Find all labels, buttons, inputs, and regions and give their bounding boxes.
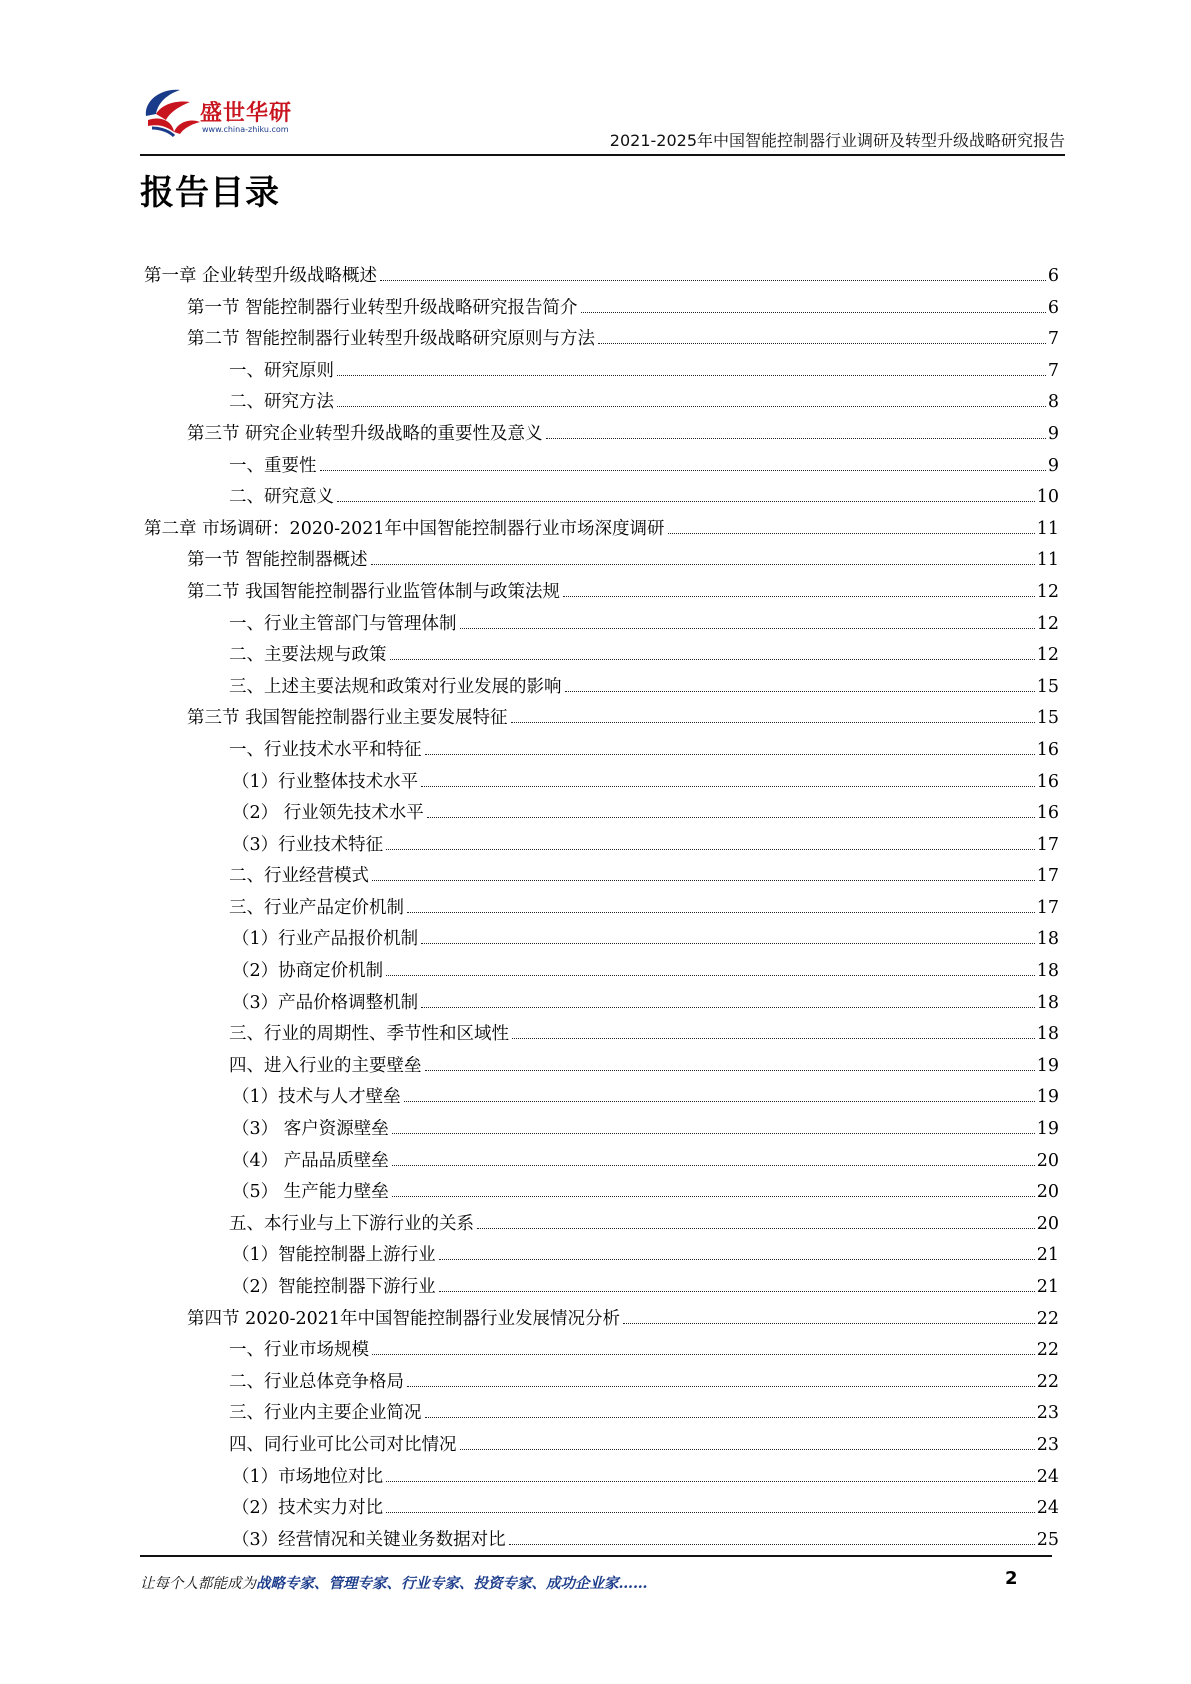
toc-entry-page: 19 bbox=[1036, 1087, 1059, 1108]
toc-entry-label: （2） 行业领先技术水平 bbox=[232, 803, 424, 824]
toc-entry[interactable] bbox=[144, 641, 1059, 673]
toc-entry[interactable] bbox=[144, 1083, 1059, 1115]
toc-entry-label: 第二章 市场调研：2020-2021年中国智能控制器行业市场深度调研 bbox=[144, 518, 665, 539]
toc-entry-label: （3）行业技术特征 bbox=[232, 834, 384, 855]
toc-leader-dots bbox=[439, 1259, 1035, 1260]
toc-entry[interactable] bbox=[144, 989, 1059, 1021]
toc-entry[interactable] bbox=[144, 420, 1059, 452]
toc-entry[interactable] bbox=[144, 1147, 1059, 1179]
toc-entry[interactable] bbox=[144, 483, 1059, 515]
toc-entry-page: 16 bbox=[1036, 739, 1059, 760]
toc-entry-label: 二、行业总体竞争格局 bbox=[229, 1371, 404, 1392]
toc-entry[interactable] bbox=[144, 673, 1059, 705]
toc-entry-label: （2）智能控制器下游行业 bbox=[232, 1277, 436, 1297]
toc-entry[interactable] bbox=[144, 799, 1059, 831]
toc-entry[interactable] bbox=[144, 1526, 1059, 1558]
toc-entry-label: （3）经营情况和关键业务数据对比 bbox=[232, 1529, 506, 1550]
toc-entry-label: （1）技术与人才壁垒 bbox=[232, 1087, 401, 1108]
toc-entry[interactable] bbox=[144, 1273, 1059, 1305]
toc-entry[interactable] bbox=[144, 1431, 1059, 1463]
toc-leader-dots bbox=[337, 375, 1046, 376]
toc-leader-dots bbox=[372, 1354, 1035, 1355]
toc-entry-label: （1）智能控制器上游行业 bbox=[232, 1245, 436, 1266]
toc-entry-label: 一、行业技术水平和特征 bbox=[229, 739, 422, 760]
toc-leader-dots bbox=[425, 754, 1035, 755]
toc-leader-dots bbox=[407, 912, 1035, 913]
toc-entry-label: 第一节 智能控制器行业转型升级战略研究报告简介 bbox=[187, 297, 578, 318]
toc-leader-dots bbox=[386, 975, 1035, 976]
toc-entry-page: 17 bbox=[1036, 834, 1059, 855]
toc-entry-page: 15 bbox=[1036, 676, 1059, 697]
toc-entry[interactable] bbox=[144, 294, 1059, 326]
toc-entry[interactable] bbox=[144, 831, 1059, 863]
toc-entry-label: 第二节 智能控制器行业转型升级战略研究原则与方法 bbox=[187, 329, 596, 350]
toc-leader-dots bbox=[439, 1291, 1035, 1292]
toc-entry[interactable] bbox=[144, 578, 1059, 610]
footer-slogan-prefix: 让每个人都能成为 bbox=[140, 1576, 256, 1592]
toc-entry[interactable] bbox=[144, 388, 1059, 420]
toc-entry-label: 三、上述主要法规和政策对行业发展的影响 bbox=[229, 676, 562, 697]
toc-leader-dots bbox=[511, 722, 1035, 723]
toc-entry-page: 21 bbox=[1036, 1277, 1059, 1297]
toc-entry-label: 第一章 企业转型升级战略概述 bbox=[144, 266, 378, 286]
toc-entry-page: 18 bbox=[1036, 961, 1059, 982]
toc-entry[interactable] bbox=[144, 1178, 1059, 1210]
toc-entry-page: 24 bbox=[1036, 1498, 1059, 1519]
toc-entry-page: 17 bbox=[1036, 866, 1059, 887]
toc-entry-page: 11 bbox=[1036, 550, 1059, 571]
toc-entry-label: 二、行业经营模式 bbox=[229, 866, 369, 887]
toc-entry[interactable] bbox=[144, 1241, 1059, 1273]
toc-leader-dots bbox=[512, 1038, 1035, 1039]
toc-entry[interactable] bbox=[144, 736, 1059, 768]
toc-entry-page: 22 bbox=[1036, 1371, 1059, 1392]
toc-leader-dots bbox=[421, 943, 1035, 944]
toc-entry-label: 五、本行业与上下游行业的关系 bbox=[229, 1213, 474, 1234]
toc-entry-page: 19 bbox=[1036, 1055, 1059, 1076]
toc-leader-dots bbox=[425, 1070, 1035, 1071]
footer-divider bbox=[140, 1555, 1052, 1557]
logo-url: www.china-zhiku.com bbox=[202, 125, 289, 134]
toc-entry-page: 16 bbox=[1036, 771, 1059, 792]
toc-leader-dots bbox=[477, 1228, 1035, 1229]
toc-leader-dots bbox=[421, 1007, 1035, 1008]
toc-leader-dots bbox=[337, 501, 1035, 502]
footer-slogan bbox=[140, 1572, 648, 1593]
toc-leader-dots bbox=[386, 1481, 1035, 1482]
toc-entry-label: （1）行业产品报价机制 bbox=[232, 929, 419, 950]
toc-leader-dots bbox=[427, 817, 1035, 818]
toc-entry-page: 21 bbox=[1036, 1245, 1059, 1266]
toc-entry[interactable] bbox=[144, 957, 1059, 989]
toc-leader-dots bbox=[581, 312, 1046, 313]
toc-leader-dots bbox=[546, 438, 1046, 439]
toc-entry-page: 9 bbox=[1047, 423, 1059, 444]
report-title: 2021-2025年中国智能控制器行业调研及转型升级战略研究报告 bbox=[609, 131, 1065, 150]
toc-entry-page: 22 bbox=[1036, 1340, 1059, 1361]
toc-entry-label: 三、行业的周期性、季节性和区域性 bbox=[229, 1024, 509, 1045]
toc-leader-dots bbox=[404, 1101, 1035, 1102]
toc-entry-label: 一、行业市场规模 bbox=[229, 1340, 369, 1361]
toc-leader-dots bbox=[320, 470, 1046, 471]
toc-entry-label: 二、研究方法 bbox=[229, 392, 334, 413]
toc-entry-page: 18 bbox=[1036, 929, 1059, 950]
toc-entry[interactable] bbox=[144, 1368, 1059, 1400]
toc-entry-page: 10 bbox=[1036, 487, 1059, 508]
page-number: 2 bbox=[1005, 1568, 1018, 1589]
toc-entry-label: 一、研究原则 bbox=[229, 360, 334, 381]
toc-leader-dots bbox=[565, 691, 1035, 692]
toc-leader-dots bbox=[425, 1417, 1035, 1418]
toc-entry-label: 一、重要性 bbox=[229, 455, 317, 476]
toc-entry-label: （2）技术实力对比 bbox=[232, 1498, 384, 1519]
toc-entry-page: 23 bbox=[1036, 1403, 1059, 1424]
toc-entry-label: 四、进入行业的主要壁垒 bbox=[229, 1055, 422, 1076]
toc-entry-label: 二、研究意义 bbox=[229, 487, 334, 508]
toc-entry-page: 24 bbox=[1036, 1466, 1059, 1487]
toc-leader-dots bbox=[372, 880, 1035, 881]
toc-entry-page: 19 bbox=[1036, 1119, 1059, 1140]
toc-entry-page: 12 bbox=[1036, 645, 1059, 666]
toc-leader-dots bbox=[392, 1196, 1035, 1197]
toc-entry-page: 18 bbox=[1036, 1024, 1059, 1045]
page-title: 报告目录 bbox=[140, 173, 280, 213]
toc-leader-dots bbox=[380, 280, 1046, 281]
toc-entry[interactable] bbox=[144, 1494, 1059, 1526]
toc-entry-page: 6 bbox=[1047, 266, 1059, 286]
toc-entry-label: 二、主要法规与政策 bbox=[229, 645, 387, 666]
toc-entry[interactable] bbox=[144, 262, 1059, 294]
toc-entry-label: 第一节 智能控制器概述 bbox=[187, 550, 368, 571]
page-header bbox=[140, 78, 1065, 158]
toc-leader-dots bbox=[563, 596, 1035, 597]
toc-entry[interactable] bbox=[144, 1305, 1059, 1337]
toc-entry-label: （5） 生产能力壁垒 bbox=[232, 1182, 389, 1203]
toc-leader-dots bbox=[386, 1512, 1035, 1513]
toc-leader-dots bbox=[460, 628, 1035, 629]
footer-slogan-emphasis: 战略专家、管理专家、行业专家、投资专家、成功企业家…… bbox=[256, 1575, 648, 1592]
header-divider bbox=[140, 154, 1065, 156]
toc-entry-page: 20 bbox=[1036, 1150, 1059, 1171]
toc-entry[interactable] bbox=[144, 452, 1059, 484]
toc-entry[interactable] bbox=[144, 1115, 1059, 1147]
toc-leader-dots bbox=[386, 849, 1035, 850]
toc-entry-page: 7 bbox=[1047, 329, 1059, 350]
toc-entry-label: 三、行业产品定价机制 bbox=[229, 897, 404, 918]
toc-entry[interactable] bbox=[144, 1463, 1059, 1495]
toc-entry[interactable] bbox=[144, 610, 1059, 642]
toc-entry-page: 8 bbox=[1047, 392, 1059, 413]
toc-entry-label: （1）行业整体技术水平 bbox=[232, 771, 419, 792]
toc-entry-label: （2）协商定价机制 bbox=[232, 961, 384, 982]
toc-entry[interactable] bbox=[144, 1399, 1059, 1431]
toc-entry[interactable] bbox=[144, 546, 1059, 578]
toc-leader-dots bbox=[392, 1133, 1035, 1134]
toc-entry[interactable] bbox=[144, 1210, 1059, 1242]
toc-leader-dots bbox=[598, 343, 1046, 344]
toc-entry-page: 25 bbox=[1036, 1529, 1059, 1550]
toc-leader-dots bbox=[668, 533, 1035, 534]
toc-entry-label: （3）产品价格调整机制 bbox=[232, 992, 419, 1013]
toc-leader-dots bbox=[460, 1449, 1035, 1450]
company-logo bbox=[140, 78, 310, 148]
toc-entry-label: （4） 产品品质壁垒 bbox=[232, 1150, 389, 1171]
toc-leader-dots bbox=[392, 1165, 1035, 1166]
toc-entry[interactable] bbox=[144, 1052, 1059, 1084]
toc-leader-dots bbox=[337, 406, 1046, 407]
toc-entry[interactable] bbox=[144, 862, 1059, 894]
toc-entry[interactable] bbox=[144, 357, 1059, 389]
toc-entry-page: 20 bbox=[1036, 1213, 1059, 1234]
toc-leader-dots bbox=[421, 786, 1035, 787]
toc-entry[interactable] bbox=[144, 1336, 1059, 1368]
toc-entry-page: 12 bbox=[1036, 581, 1059, 602]
toc-entry-page: 18 bbox=[1036, 992, 1059, 1013]
toc-entry-page: 7 bbox=[1047, 360, 1059, 381]
toc-entry-page: 17 bbox=[1036, 897, 1059, 918]
toc-entry-label: 四、同行业可比公司对比情况 bbox=[229, 1434, 457, 1455]
logo-emblem-icon bbox=[140, 86, 202, 138]
toc-entry-label: （1）市场地位对比 bbox=[232, 1466, 384, 1487]
toc-entry[interactable] bbox=[144, 515, 1059, 547]
toc-entry-label: 一、行业主管部门与管理体制 bbox=[229, 613, 457, 634]
toc-entry-page: 20 bbox=[1036, 1182, 1059, 1203]
toc-entry[interactable] bbox=[144, 894, 1059, 926]
toc-leader-dots bbox=[371, 564, 1035, 565]
toc-entry[interactable] bbox=[144, 768, 1059, 800]
toc-entry-page: 16 bbox=[1036, 803, 1059, 824]
toc-entry-label: 三、行业内主要企业简况 bbox=[229, 1403, 422, 1424]
toc-leader-dots bbox=[623, 1323, 1035, 1324]
logo-brand-name: 盛世华研 bbox=[200, 101, 293, 126]
toc-entry-label: 第二节 我国智能控制器行业监管体制与政策法规 bbox=[187, 581, 561, 602]
toc-leader-dots bbox=[509, 1544, 1035, 1545]
toc-entry-label: 第三节 研究企业转型升级战略的重要性及意义 bbox=[187, 423, 543, 444]
toc-entry[interactable] bbox=[144, 325, 1059, 357]
toc-entry-page: 12 bbox=[1036, 613, 1059, 634]
toc-entry[interactable] bbox=[144, 925, 1059, 957]
toc-entry[interactable] bbox=[144, 1020, 1059, 1052]
toc-entry-page: 23 bbox=[1036, 1434, 1059, 1455]
toc-entry-page: 9 bbox=[1047, 455, 1059, 476]
toc-entry-page: 6 bbox=[1047, 297, 1059, 318]
toc-leader-dots bbox=[390, 659, 1035, 660]
toc-entry-page: 15 bbox=[1036, 708, 1059, 729]
toc-leader-dots bbox=[407, 1386, 1035, 1387]
toc-entry-label: （3） 客户资源壁垒 bbox=[232, 1119, 389, 1140]
toc-entry-label: 第三节 我国智能控制器行业主要发展特征 bbox=[187, 708, 508, 729]
toc-entry[interactable] bbox=[144, 704, 1059, 736]
toc-entry-label: 第四节 2020-2021年中国智能控制器行业发展情况分析 bbox=[187, 1308, 621, 1329]
table-of-contents bbox=[144, 262, 1059, 1557]
toc-entry-page: 11 bbox=[1036, 518, 1059, 539]
toc-entry-page: 22 bbox=[1036, 1308, 1059, 1329]
